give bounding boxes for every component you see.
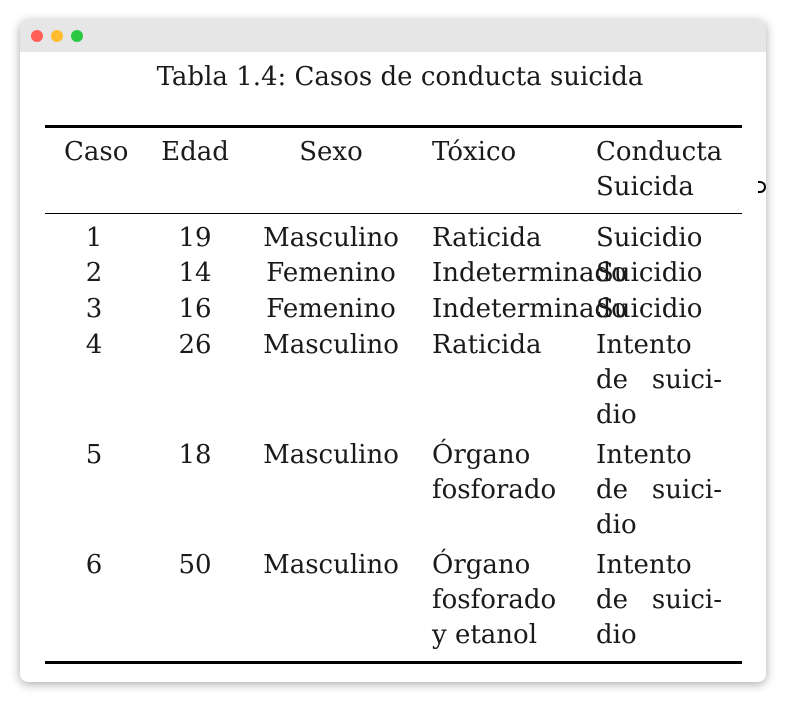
row-1-caso: 1 [85, 223, 103, 253]
document-page [20, 52, 766, 682]
row-6-conducta-line2-word1: de [596, 585, 629, 615]
row-5-toxico-line1: Órgano [432, 440, 531, 470]
row-4-conducta-line3: dio [596, 400, 637, 430]
row-4-conducta-line2 [596, 363, 722, 398]
table-caption: Tabla 1.4: Casos de conducta suicida [156, 62, 644, 92]
row-2-caso: 2 [85, 258, 103, 288]
row-3-conducta: Suicidio [596, 294, 703, 324]
row-2-toxico: Indeterminado [432, 258, 627, 288]
row-5-conducta-line2-word1: de [596, 475, 629, 505]
row-6-conducta-line2 [596, 583, 722, 618]
row-6-caso: 6 [85, 550, 103, 580]
row-6-sexo: Masculino [263, 550, 399, 580]
row-6-toxico-line1: Órgano [432, 550, 531, 580]
maximize-window-button[interactable] [71, 30, 83, 42]
minimize-window-button[interactable] [51, 30, 63, 42]
row-3-caso: 3 [85, 294, 103, 324]
row-1-sexo: Masculino [263, 223, 399, 253]
row-2-edad: 14 [178, 258, 212, 288]
title-bar [20, 20, 766, 52]
row-4-sexo: Masculino [263, 330, 399, 360]
scroll-edge-marker [758, 181, 766, 193]
row-4-conducta-line2-word2: suici- [651, 365, 722, 395]
row-5-toxico-line2: fosforado [432, 475, 557, 505]
row-6-conducta-line2-word2: suici- [651, 585, 722, 615]
table-bottom-rule [45, 661, 742, 664]
row-4-conducta-line1: Intento [596, 330, 692, 360]
header-caso: Caso [64, 137, 129, 167]
row-1-toxico: Raticida [432, 223, 542, 253]
row-3-edad: 16 [178, 294, 212, 324]
row-5-conducta-line2-word2: suici- [651, 475, 722, 505]
app-window [20, 20, 766, 682]
header-conducta-line2: Suicida [596, 172, 694, 202]
row-5-sexo: Masculino [263, 440, 399, 470]
row-2-sexo: Femenino [266, 258, 396, 288]
row-6-edad: 50 [178, 550, 212, 580]
row-3-sexo: Femenino [266, 294, 396, 324]
header-toxico: Tóxico [432, 137, 517, 167]
table-top-rule [45, 125, 742, 128]
row-6-conducta-line1: Intento [596, 550, 692, 580]
row-6-conducta-line3: dio [596, 620, 637, 650]
close-window-button[interactable] [31, 30, 43, 42]
row-4-toxico: Raticida [432, 330, 542, 360]
row-2-conducta: Suicidio [596, 258, 703, 288]
row-3-toxico: Indeterminado [432, 294, 627, 324]
row-6-toxico-line3: y etanol [432, 620, 538, 650]
row-1-edad: 19 [178, 223, 212, 253]
row-5-conducta-line2 [596, 473, 722, 508]
row-5-conducta-line3: dio [596, 510, 637, 540]
table-header-rule [45, 213, 742, 214]
header-sexo: Sexo [299, 137, 363, 167]
row-4-caso: 4 [85, 330, 103, 360]
header-conducta: Conducta [596, 137, 723, 167]
row-4-edad: 26 [178, 330, 212, 360]
row-5-caso: 5 [85, 440, 103, 470]
row-5-edad: 18 [178, 440, 212, 470]
header-edad: Edad [161, 137, 229, 167]
row-5-conducta-line1: Intento [596, 440, 692, 470]
row-6-toxico-line2: fosforado [432, 585, 557, 615]
row-1-conducta: Suicidio [596, 223, 703, 253]
row-4-conducta-line2-word1: de [596, 365, 629, 395]
